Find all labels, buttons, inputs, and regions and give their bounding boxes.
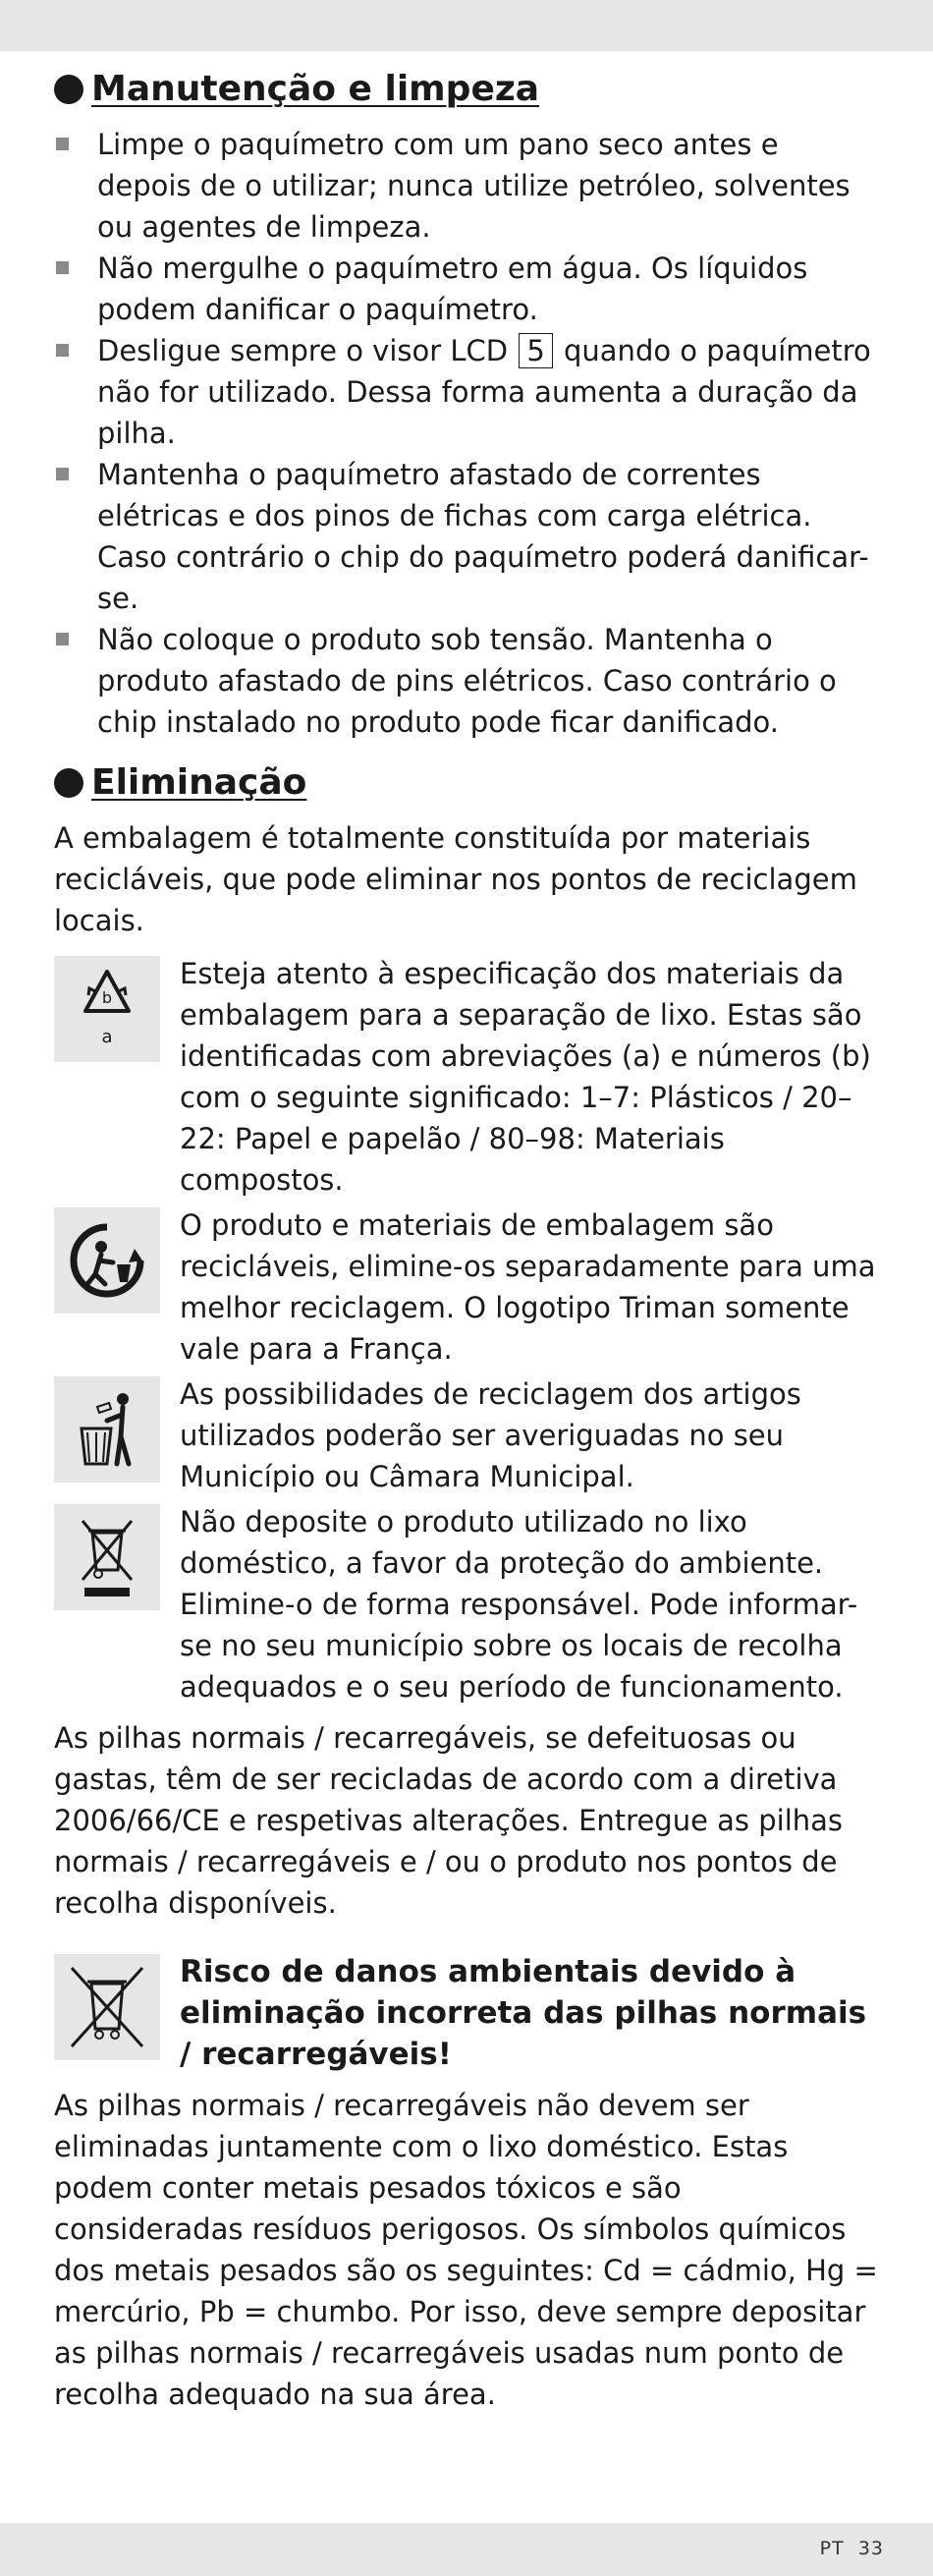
square-bullet-icon <box>56 261 69 274</box>
list-item: Não coloque o produto sob tensão. Mantenha o produto afastado de pins elétricos. Caso contrário o chip instalado no produto pode ficar danificado. <box>54 619 879 743</box>
section-title: Manutenção e limpeza <box>91 69 540 109</box>
crossed-bin-icon <box>54 1504 160 1610</box>
battery-warning <box>54 1951 879 2075</box>
square-bullet-icon <box>56 344 69 357</box>
square-bullet-icon <box>56 468 69 480</box>
list-item: Não mergulhe o paquímetro em água. Os líquidos podem danificar o paquímetro. <box>54 248 879 330</box>
disposal-item <box>54 1373 879 1497</box>
final-paragraph: As pilhas normais / recarregáveis não devem ser eliminadas juntamente com o lixo doméstico. Estas podem conter metais pesados tóxicos e são consideradas resíduos perigosos. Os símbolos químicos dos metais pesados são os seguintes: Cd = cádmio, Hg = mercúrio, Pb = chumbo. Por isso, deve sempre depositar as pilhas normais / recarregáveis usadas num ponto de recolha adequado na sua área. <box>54 2089 878 2411</box>
disposal-item-text: Esteja atento à especificação dos materiais da embalagem para a separação de lixo. Estas são identificadas com abreviações (a) e números (b) com o seguinte significado: 1–7: Plásticos / 20–22: Papel e papelão / 80–98: Materiais compostos. <box>180 957 871 1197</box>
page-number: 33 <box>857 2538 884 2559</box>
square-bullet-icon <box>56 138 69 150</box>
bullet-dot-icon <box>54 75 83 104</box>
disposal-item-text: O produto e materiais de embalagem são recicláveis, elimine-os separadamente para uma melhor reciclagem. O logotipo Triman somente vale para a França. <box>180 1208 876 1366</box>
top-band <box>0 0 933 51</box>
section-heading-disposal <box>54 755 879 812</box>
triman-icon <box>54 1207 160 1314</box>
language-code: PT <box>819 2538 845 2559</box>
square-bullet-icon <box>56 633 69 645</box>
list-item: Mantenha o paquímetro afastado de correntes elétricas e dos pinos de fichas com carga elétrica. Caso contrário o chip do paquímetro poderá danificar-se. <box>54 454 879 619</box>
disposal-intro: A embalagem é totalmente constituída por materiais recicláveis, que pode eliminar nos pontos de reciclagem locais. <box>54 821 857 937</box>
maintenance-list <box>54 124 879 743</box>
lcd-reference-number: 5 <box>519 333 552 368</box>
page-footer <box>820 2538 884 2559</box>
disposal-item <box>54 1501 879 1708</box>
section-title: Eliminação <box>91 762 307 803</box>
dispose-in-bin-icon <box>54 1376 160 1483</box>
batteries-paragraph: As pilhas normais / recarregáveis, se defeituosas ou gastas, têm de ser recicladas de acordo com a diretiva 2006/66/CE e respetivas alterações. Entregue as pilhas normais / recarregáveis e / ou o produto nos pontos de recolha disponíveis. <box>54 1721 844 1920</box>
disposal-item <box>54 1204 879 1370</box>
page-content <box>54 61 879 2415</box>
crossed-battery-bin-icon <box>54 1954 160 2060</box>
recycling-abbreviation-label: a <box>101 1027 113 1047</box>
section-heading-maintenance <box>54 61 879 118</box>
recycling-number-label: b <box>101 988 113 1007</box>
list-item: Desligue sempre o visor LCD 5 quando o paquímetro não for utilizado. Dessa forma aumenta a duração da pilha. <box>54 330 879 454</box>
recycling-code-icon <box>54 956 160 1062</box>
disposal-item-text: Não deposite o produto utilizado no lixo doméstico, a favor da proteção do ambiente. Elimine-o de forma responsável. Pode informar-se no seu município sobre os locais de recolha adequados e o seu período de funcionamento. <box>180 1505 858 1704</box>
footer-band <box>0 2523 933 2576</box>
disposal-item <box>54 953 879 1201</box>
list-item: Limpe o paquímetro com um pano seco antes e depois de o utilizar; nunca utilize petróleo, solventes ou agentes de limpeza. <box>54 124 879 248</box>
warning-title: Risco de danos ambientais devido à eliminação incorreta das pilhas normais / recarregáveis! <box>180 1954 867 2072</box>
disposal-item-text: As possibilidades de reciclagem dos artigos utilizados poderão ser averiguadas no seu Município ou Câmara Municipal. <box>180 1377 801 1493</box>
bullet-dot-icon <box>54 768 83 798</box>
